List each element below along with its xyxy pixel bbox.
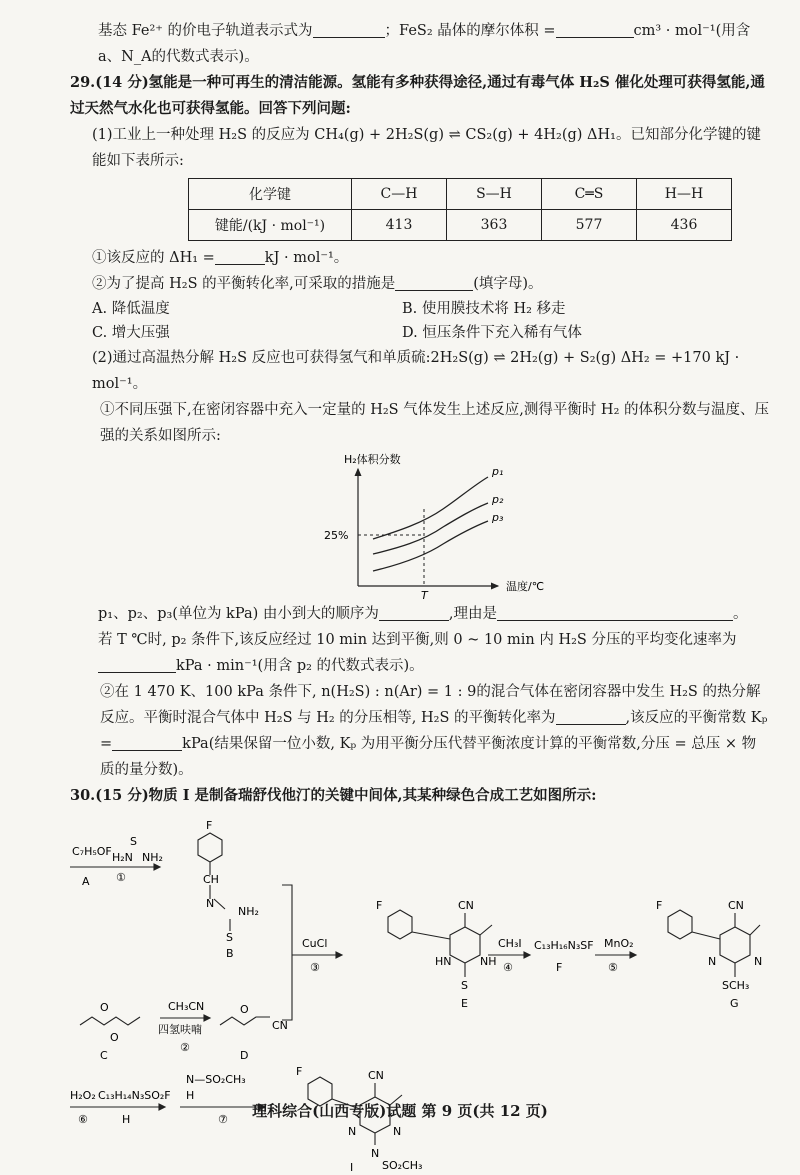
table-cell: H—H	[637, 179, 732, 210]
svg-text:O: O	[100, 1001, 109, 1014]
table-cell: 436	[637, 210, 732, 241]
g-pyrimidine-ring	[720, 927, 750, 963]
svg-text:CN: CN	[368, 1069, 384, 1082]
table-row	[189, 179, 732, 210]
q29-part2-sub1: ①不同压强下,在密闭容器中充入一定量的 H₂S 气体发生上述反应,测得平衡时 H₂ 的体积分数与温度、压强的关系如图所示:	[100, 402, 769, 444]
table-row	[189, 210, 732, 241]
q29-sub2: ②为了提高 H₂S 的平衡转化率,可采取的措施是 (填字母)。	[92, 276, 543, 292]
curve-label-p1: p₁	[492, 465, 504, 478]
table-cell: 577	[542, 210, 637, 241]
q29-part1: (1)工业上一种处理 H₂S 的反应为 CH₄(g) + 2H₂S(g) ⇌ CS₂(g) + 4H₂(g) ΔH₁。已知部分化学键的键能如下表所示:	[92, 127, 761, 169]
exam-page	[70, 18, 770, 1175]
answer-blank	[556, 21, 634, 38]
table-header: 键能/(kJ · mol⁻¹)	[189, 210, 352, 241]
f-label: F	[556, 961, 563, 974]
option-d: D. 恒压条件下充入稀有气体	[402, 325, 582, 341]
q29-head: 29.(14 分)氢能是一种可再生的清洁能源。氢能有多种获得途径,通过有毒气体 H₂S 催化处理可获得氢能,通过天然气水化也可获得氢能。回答下列问题:	[70, 74, 765, 117]
reagent-thiourea: H₂N	[112, 851, 133, 864]
q30-head: 30.(15 分)物质 I 是制备瑞舒伐他汀的关键中间体,其某种绿色合成工艺如图所示:	[70, 787, 597, 804]
h-label: H	[122, 1113, 131, 1126]
svg-text:NH: NH	[480, 955, 497, 968]
option-c: C. 增大压强	[92, 325, 170, 341]
curve-label-p3: p₃	[492, 511, 504, 524]
synthesis-scheme	[60, 815, 780, 1175]
svg-text:NH₂: NH₂	[142, 851, 163, 864]
step4-label: ④	[503, 961, 513, 974]
page-footer: 理科综合(山西专版)试题 第 9 页(共 12 页)	[252, 1102, 548, 1120]
q29-kp-question: ②在 1 470 K、100 kPa 条件下, n(H₂S) : n(Ar) = 1 : 9的混合气体在密闭容器中发生 H₂S 的热分解反应。平衡时混合气体中 H₂S 与 H₂ 的分压相等, H₂S 的平衡转化率为 ,该反应的平衡常数 Kₚ = kPa(结果保留一位小数, Kₚ 为用平衡分压代替平衡浓度计算的平衡常数,分压 = 总压 × 物质的量分数)。	[100, 684, 768, 778]
option-a: A. 降低温度	[92, 301, 170, 317]
q29-rate-question: 若 T ℃时, p₂ 条件下,该反应经过 10 min 达到平衡,则 0 ~ 10 min 内 H₂S 分压的平均变化速率为 kPa · min⁻¹(用含 p₂ 的代数式表示)。	[98, 632, 737, 674]
q29-part2: (2)通过高温热分解 H₂S 反应也可获得氢气和单质硫:2H₂S(g) ⇌ 2H₂(g) + S₂(g) ΔH₂ = +170 kJ · mol⁻¹。	[92, 350, 740, 392]
cucl-reagent: CuCl	[302, 937, 328, 950]
y-tick-label: 25%	[324, 529, 349, 542]
d-skeleton	[220, 1017, 270, 1025]
g-sch3: SCH₃	[722, 979, 750, 992]
f-formula: C₁₃H₁₆N₃SF	[534, 939, 594, 952]
step3-label: ③	[310, 961, 320, 974]
e-pyrimidine-ring	[450, 927, 480, 963]
c-skeleton	[80, 1017, 140, 1025]
answer-blank	[98, 656, 176, 673]
q29-order-question: p₁、p₂、p₃(单位为 kPa) 由小到大的顺序为 ,理由是 。	[98, 606, 748, 622]
b-ring	[198, 833, 222, 862]
curve-p3	[373, 521, 488, 571]
svg-text:CN: CN	[272, 1019, 288, 1032]
curve-p1	[373, 477, 488, 539]
i-label: I	[350, 1161, 354, 1174]
h2-fraction-graph	[324, 451, 578, 602]
svg-text:N: N	[393, 1125, 402, 1138]
a-formula: C₇H₅OF	[72, 845, 112, 858]
svg-text:NH₂: NH₂	[238, 905, 259, 918]
answer-blank	[556, 708, 626, 725]
b-label: B	[226, 947, 234, 960]
svg-text:F: F	[376, 899, 383, 912]
svg-text:N: N	[708, 955, 717, 968]
answer-blank	[497, 604, 733, 621]
svg-text:O: O	[240, 1003, 249, 1016]
svg-text:N: N	[206, 897, 215, 910]
svg-text:F: F	[656, 899, 663, 912]
step1-label: ①	[116, 871, 126, 884]
curve-label-p2: p₂	[492, 493, 504, 506]
ch3i-reagent: CH₃I	[498, 937, 522, 950]
answer-blank	[112, 734, 182, 751]
h2o2-reagent: H₂O₂	[70, 1089, 96, 1102]
x-tick-label: T	[421, 589, 428, 602]
mno2-reagent: MnO₂	[604, 937, 634, 950]
reagent7: N—SO₂CH₃	[186, 1073, 246, 1086]
answer-blank	[215, 248, 265, 265]
table-cell: 363	[447, 210, 542, 241]
bond-energy-table	[188, 178, 732, 241]
reagent-thiourea-s: S	[130, 835, 137, 848]
svg-text:O: O	[110, 1031, 119, 1044]
svg-text:CH: CH	[203, 873, 219, 886]
q29-options	[70, 297, 770, 345]
step5-label: ⑤	[608, 961, 618, 974]
top-line-1: 基态 Fe²⁺ 的价电子轨道表示式为 ；FeS₂ 晶体的摩尔体积 = cm³ · mol⁻¹(用含	[98, 23, 751, 39]
step7-label: ⑦	[218, 1113, 228, 1126]
i-so2ch3: SO₂CH₃	[382, 1159, 423, 1172]
svg-text:CN: CN	[728, 899, 744, 912]
b-fluoro: F	[206, 819, 213, 832]
svg-text:H: H	[186, 1089, 195, 1102]
svg-text:S: S	[461, 979, 468, 992]
svg-text:CN: CN	[458, 899, 474, 912]
step6-label: ⑥	[78, 1113, 88, 1126]
table-cell: C═S	[542, 179, 637, 210]
thf-solvent: 四氢呋喃	[158, 1023, 202, 1036]
option-b: B. 使用膜技术将 H₂ 移走	[402, 301, 566, 317]
answer-blank	[379, 604, 449, 621]
a-label: A	[82, 875, 90, 888]
y-axis-label: H₂体积分数	[344, 453, 401, 466]
h-formula: C₁₃H₁₄N₃SO₂F	[98, 1089, 171, 1102]
table-cell: C—H	[352, 179, 447, 210]
ch3cn-reagent: CH₃CN	[168, 1000, 205, 1013]
c-label: C	[100, 1049, 108, 1062]
top-line-2: a、N_A的代数式表示)。	[98, 49, 259, 65]
svg-text:HN: HN	[435, 955, 452, 968]
d-label: D	[240, 1049, 249, 1062]
table-cell: 413	[352, 210, 447, 241]
q29-sub1: ①该反应的 ΔH₁ = kJ · mol⁻¹。	[92, 250, 349, 266]
svg-text:N: N	[348, 1125, 357, 1138]
table-cell: S—H	[447, 179, 542, 210]
table-header: 化学键	[189, 179, 352, 210]
svg-text:N: N	[371, 1147, 380, 1160]
x-axis-label: 温度/℃	[506, 580, 545, 593]
e-aryl-ring	[388, 910, 412, 939]
bracket	[282, 885, 292, 1020]
step2-label: ②	[180, 1041, 190, 1054]
svg-text:S: S	[226, 931, 233, 944]
e-label: E	[461, 997, 468, 1010]
g-label: G	[730, 997, 739, 1010]
g-aryl-ring	[668, 910, 692, 939]
svg-text:N: N	[754, 955, 763, 968]
svg-text:F: F	[296, 1065, 303, 1078]
answer-blank	[395, 274, 473, 291]
answer-blank	[313, 21, 385, 38]
